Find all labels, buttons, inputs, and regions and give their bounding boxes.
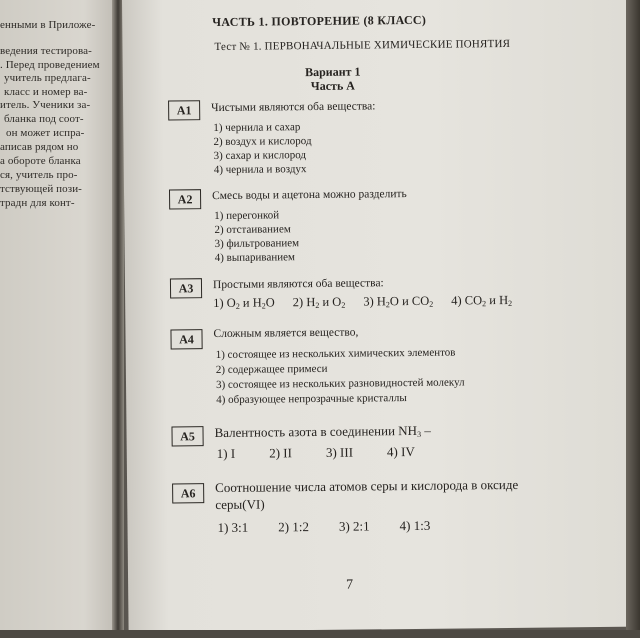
answer-option: 4) чернила и воздух	[213, 163, 307, 177]
answer-option: 3) $H_2O$ и $CO_2$	[363, 293, 434, 310]
variant-label: Вариант 1	[304, 64, 361, 80]
question-number-box: А1	[168, 100, 200, 120]
answer-option: 3) фильтрованием	[214, 237, 300, 251]
question-number-box: А4	[170, 329, 202, 349]
formula-options-row	[213, 293, 512, 311]
answer-option: 4) 1:3	[399, 517, 431, 534]
answer-option: 1) чернила и сахар	[213, 121, 301, 135]
book-edge	[626, 0, 640, 638]
answer-option: 1) 3:1	[217, 519, 249, 536]
left-text-line: ведения тестирова-	[0, 45, 92, 57]
answer-option: 2) II	[269, 445, 293, 461]
left-page	[0, 0, 120, 638]
question-text-continued: серы(VI)	[215, 496, 265, 513]
answer-option: 2) отстаиванием	[214, 223, 291, 237]
question-number-box: А2	[169, 189, 201, 209]
answer-option: 4) образующее непрозрачные кристаллы	[216, 392, 407, 407]
question-text: Простыми являются оба вещества:	[212, 277, 384, 292]
question-number-box: А6	[172, 483, 204, 503]
answer-options-row	[217, 518, 430, 536]
answer-option: 1) $O_2$ и $H_2O$	[213, 295, 275, 311]
left-text-line: класс и номер ва-	[4, 86, 88, 98]
answer-option: 3) 2:1	[338, 518, 370, 534]
answer-option: 3) III	[325, 444, 354, 460]
left-text-line: учитель предлага-	[4, 72, 91, 84]
answer-option: 3) состоящее из нескольких разновидностей молекул	[215, 376, 465, 392]
question-text: Смесь воды и ацетона можно разделить	[211, 188, 407, 203]
right-page	[122, 0, 634, 632]
answer-option: 3) сахар и кислород	[213, 149, 307, 163]
answer-option: 1) состоящее из нескольких химических элементов	[215, 346, 456, 362]
left-text-line: аписав рядом но	[0, 141, 79, 153]
question-text: Сложным является вещество,	[213, 326, 359, 341]
question-text: Соотношение числа атомов серы и кислорода в оксиде	[215, 476, 519, 496]
part-title: ЧАСТЬ 1. ПОВТОРЕНИЕ (8 КЛАСС)	[212, 12, 427, 30]
question-number-box: А5	[171, 426, 203, 446]
answer-options-row	[217, 444, 415, 462]
answer-option: 1) перегонкой	[214, 209, 280, 223]
left-text-line: итель. Ученики за-	[0, 99, 91, 111]
answer-option: 1) I	[216, 445, 236, 462]
left-text-line: . Перед проведением	[0, 59, 100, 71]
left-text-line: ся, учитель про-	[0, 169, 78, 181]
answer-option: 2) воздух и кислород	[213, 135, 312, 149]
answer-option: 2) содержащее примеси	[215, 362, 328, 377]
left-text-line: бланка под соот-	[4, 113, 84, 125]
test-title: Тест № 1. ПЕРВОНАЧАЛЬНЫЕ ХИМИЧЕСКИЕ ПОНЯТИЯ	[214, 37, 511, 54]
answer-option: 4) $CO_2$ и $H_2$	[451, 292, 513, 309]
answer-option: 4) IV	[386, 443, 415, 460]
left-text-line: тствующей пози-	[0, 183, 82, 195]
table-surface	[0, 630, 640, 638]
page-number: 7	[346, 577, 354, 593]
left-text-line: а обороте бланка	[0, 155, 81, 167]
left-text-line: традн для конт-	[0, 197, 75, 209]
answer-option: 2) $H_2$ и $O_2$	[292, 294, 346, 310]
left-text-line: енными в Приложе-	[0, 19, 96, 31]
answer-option: 4) выпариванием	[214, 251, 295, 265]
answer-option: 2) 1:2	[278, 519, 310, 535]
question-text: Чистыми являются оба вещества:	[211, 100, 376, 115]
question-text: Валентность азота в соединении $NH_3$ –	[214, 422, 431, 441]
left-text-line: он может испра-	[6, 127, 85, 139]
question-number-box: А3	[170, 278, 202, 298]
section-label: Часть А	[310, 78, 355, 94]
